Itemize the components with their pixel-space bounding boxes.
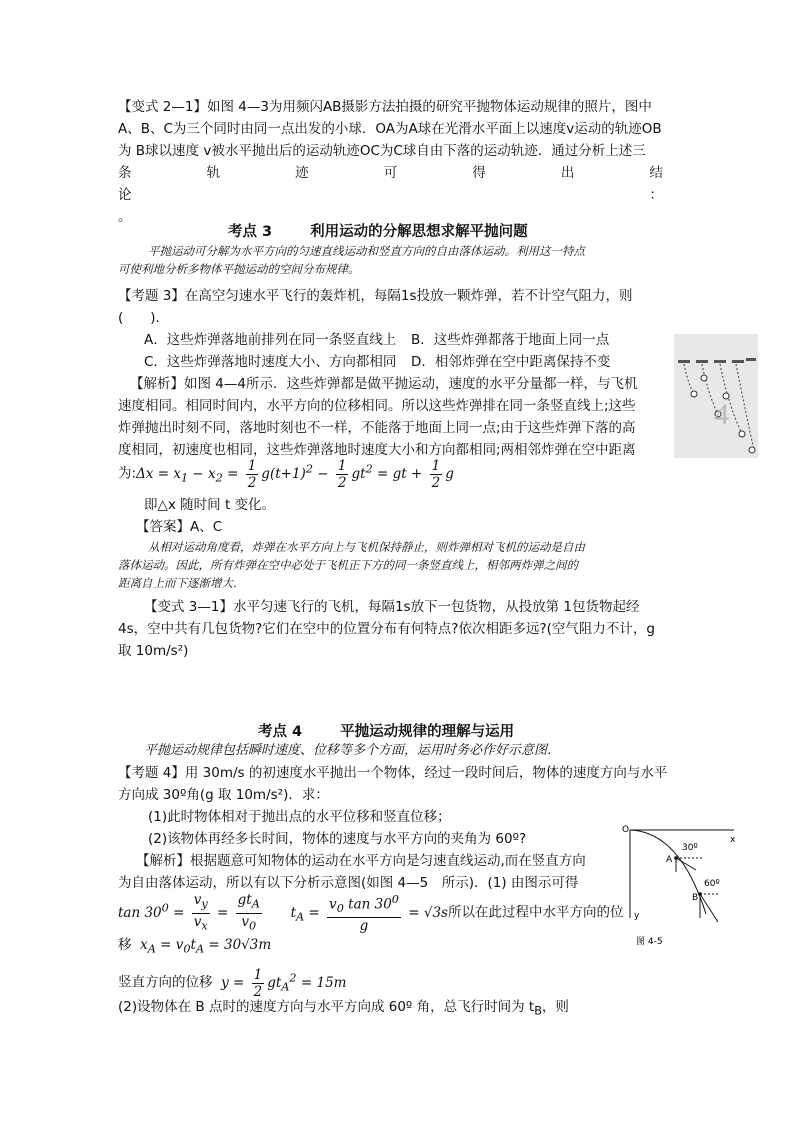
word: 论 (118, 187, 132, 203)
heading-title: 平抛运动规律的理解与运用 (340, 724, 515, 740)
question-3 (118, 285, 678, 461)
option-b: B．这些炸弹都落于地面上同一点 (411, 332, 610, 348)
word: 结 (649, 165, 663, 181)
text-line: 【解析】如图 4—4所示．这些炸弹都是做平抛运动，速度的水平分量都一样，与飞机 (130, 376, 638, 392)
word: 出 (560, 165, 575, 181)
text-line: (1)此时物体相对于抛出点的水平位移和竖直位移； (148, 809, 451, 825)
heading-number: 考点 4 (258, 724, 303, 740)
formula-prefix: 竖直方向的位移 (118, 974, 213, 991)
options-row (118, 351, 678, 373)
option-d: D．相邻炸弹在空中距离保持不变 (411, 354, 611, 370)
text-tail: 所以在此过程中水平方向的位 (447, 904, 624, 921)
figure-caption: 图 4-5 (636, 937, 663, 947)
subscript: B (534, 1004, 542, 1018)
heading-number: 考点 3 (228, 224, 273, 240)
formula: $x_A = v_0t_A = 30√3m$ (140, 937, 272, 956)
velocity-b (700, 894, 718, 922)
text-line: 落体运动。因此，所有炸弹在空中必处于飞机正下方的同一条竖直线上，相邻两炸弹之间的 (118, 558, 578, 572)
x-label: x (730, 835, 736, 845)
figure-4-4 (674, 334, 758, 458)
text-line: 从相对运动角度看，炸弹在水平方向上与飞机保持静止，则炸弹相对飞机的运动是自由 (148, 540, 585, 554)
text-line: 。 (118, 209, 132, 225)
word: 条 (118, 165, 132, 181)
photo-background (674, 334, 758, 458)
answer-line: 【答案】A、C (136, 519, 223, 535)
origin-label: O (622, 825, 630, 835)
text-line: 【考题 4】用 30m/s 的初速度水平抛出一个物体，经过一段时间后，物体的速度方向与水平 (118, 765, 668, 781)
formula-prefix: 移 (118, 937, 132, 953)
point-a-label: A (666, 855, 673, 865)
text-line: 即△x 随时间 t 变化。 (144, 497, 276, 513)
section-3-heading (228, 220, 528, 241)
formula-tan30 (118, 888, 638, 937)
text-line: (2)设物体在 B 点时的速度方向与水平方向成 60º 角，总飞行时间为 t (118, 999, 535, 1015)
spread-line (118, 184, 663, 206)
text-line: 为 B球以速度 v被水平抛出后的运动轨迹OC为C球自由下落的运动轨迹．通过分析上述三 (118, 143, 646, 159)
formula: $\Delta x = x_1 - x_2$ = $\frac{1}{2}$ $g(t+1)^2$ − $\frac{1}{2}$ $gt^2$ = gt + $\frac{1}{2}$ g (136, 457, 454, 491)
point-b-label: B (692, 893, 699, 903)
text-line: 距离自上而下逐渐增大． (118, 576, 245, 590)
text-line: 【解析】根据题意可知物体的运动在水平方向是匀速直线运动,而在竖直方向 (136, 853, 586, 869)
text-line: 速度相同。相同时间内，水平方向的位移相同。所以这些炸弹排在同一条竖直线上;这些 (118, 398, 636, 414)
point-b-dot (698, 892, 702, 896)
text-line: 方向成 30º角(g 取 10m/s²)．求： (118, 787, 329, 803)
point-a-dot (674, 856, 678, 860)
word: ： (649, 187, 663, 203)
word: 轨 (206, 165, 221, 181)
spread-line (118, 162, 663, 184)
options-row (118, 329, 678, 351)
heading-title: 利用运动的分解思想求解平抛问题 (310, 224, 528, 240)
text-line: 平抛运动规律包括瞬时速度、位移等多个方面，运用时务必作好示意图． (144, 743, 561, 758)
section-4-body (118, 740, 678, 894)
y-label: y (634, 911, 640, 921)
text-line: 为自由落体运动，所以有以下分析示意图(如图 4—5 所示)．(1) 由图示可得 (118, 875, 579, 891)
text-line: 炸弹抛出时刻不同，落地时刻也不一样，不能落于地面上同一点;由于这些炸弹下落的高 (118, 420, 636, 436)
variant-2-1 (118, 96, 678, 228)
word: 可 (383, 165, 398, 181)
option-c: C．这些炸弹落地时速度大小、方向都相同 (144, 354, 397, 370)
text-line: (2)该物体再经多长时间，物体的速度与水平方向的夹角为 60º? (148, 831, 527, 847)
variant-3-1 (118, 596, 678, 662)
figure-label: 4 (714, 398, 729, 431)
text-line: 取 10m/s²) (118, 643, 189, 659)
text-line: 可使利地分析多物体平抛运动的空间分布规律。 (118, 262, 360, 276)
section-3-answer (118, 494, 678, 538)
text-tail: ，则 (541, 999, 569, 1015)
text-line: A、B、C为三个同时由同一点出发的小球．OA为A球在光滑水平面上以速度v运动的轨迹OB (118, 121, 662, 137)
text-line: 【变式 3—1】水平匀速飞行的飞机，每隔1s放下一包货物，从投放第 1包货物起经 (144, 599, 640, 615)
figure-4-5 (620, 822, 740, 950)
angle-30-label: 30º (682, 843, 698, 853)
section-3-intro (118, 242, 678, 278)
section-4-heading (258, 720, 514, 741)
word: 得 (472, 165, 486, 181)
text-line: ( )． (118, 310, 170, 326)
section-3-note (118, 538, 678, 592)
word: 迹 (295, 165, 309, 181)
text-line: 4s，空中共有几包货物?它们在空中的位置分布有何特点?依次相距多远?(空气阻力不计，g (118, 621, 655, 637)
formula-prefix: 为: (118, 465, 137, 482)
text-line: 平抛运动可分解为水平方向的匀速直线运动和竖直方向的自由落体运动。利用这一特点 (148, 244, 585, 258)
text-line: 【变式 2—1】如图 4—3为用频闪AB摄影方法拍摄的研究平抛物体运动规律的照片，图中 (118, 99, 652, 115)
text-line: 【考题 3】在高空匀速水平飞行的轰炸机，每隔1s投放一颗炸弹，若不计空气阻力，则 (118, 288, 633, 304)
section-4-part2 (118, 996, 684, 1023)
formula-delta-x (118, 450, 678, 497)
formula: $\tan 30^0$ = $\frac{v_y}{v_x}$ = $\frac{gt_A}{v_0}$ $t_A$ = $\frac{v_0 \tan 30^0}{g}$ = √3s (118, 891, 448, 935)
formula: y = $\frac{1}{2}$ $gt_A^2 = 15m$ (221, 966, 347, 1000)
angle-60-label: 60º (704, 879, 720, 889)
text-line: 度相同，初速度也相同，这些炸弹落地时速度大小和方向都相同;两相邻炸弹在空中距离 (118, 442, 636, 458)
option-a: A．这些炸弹落地前排列在同一条竖直线上 (144, 332, 397, 348)
